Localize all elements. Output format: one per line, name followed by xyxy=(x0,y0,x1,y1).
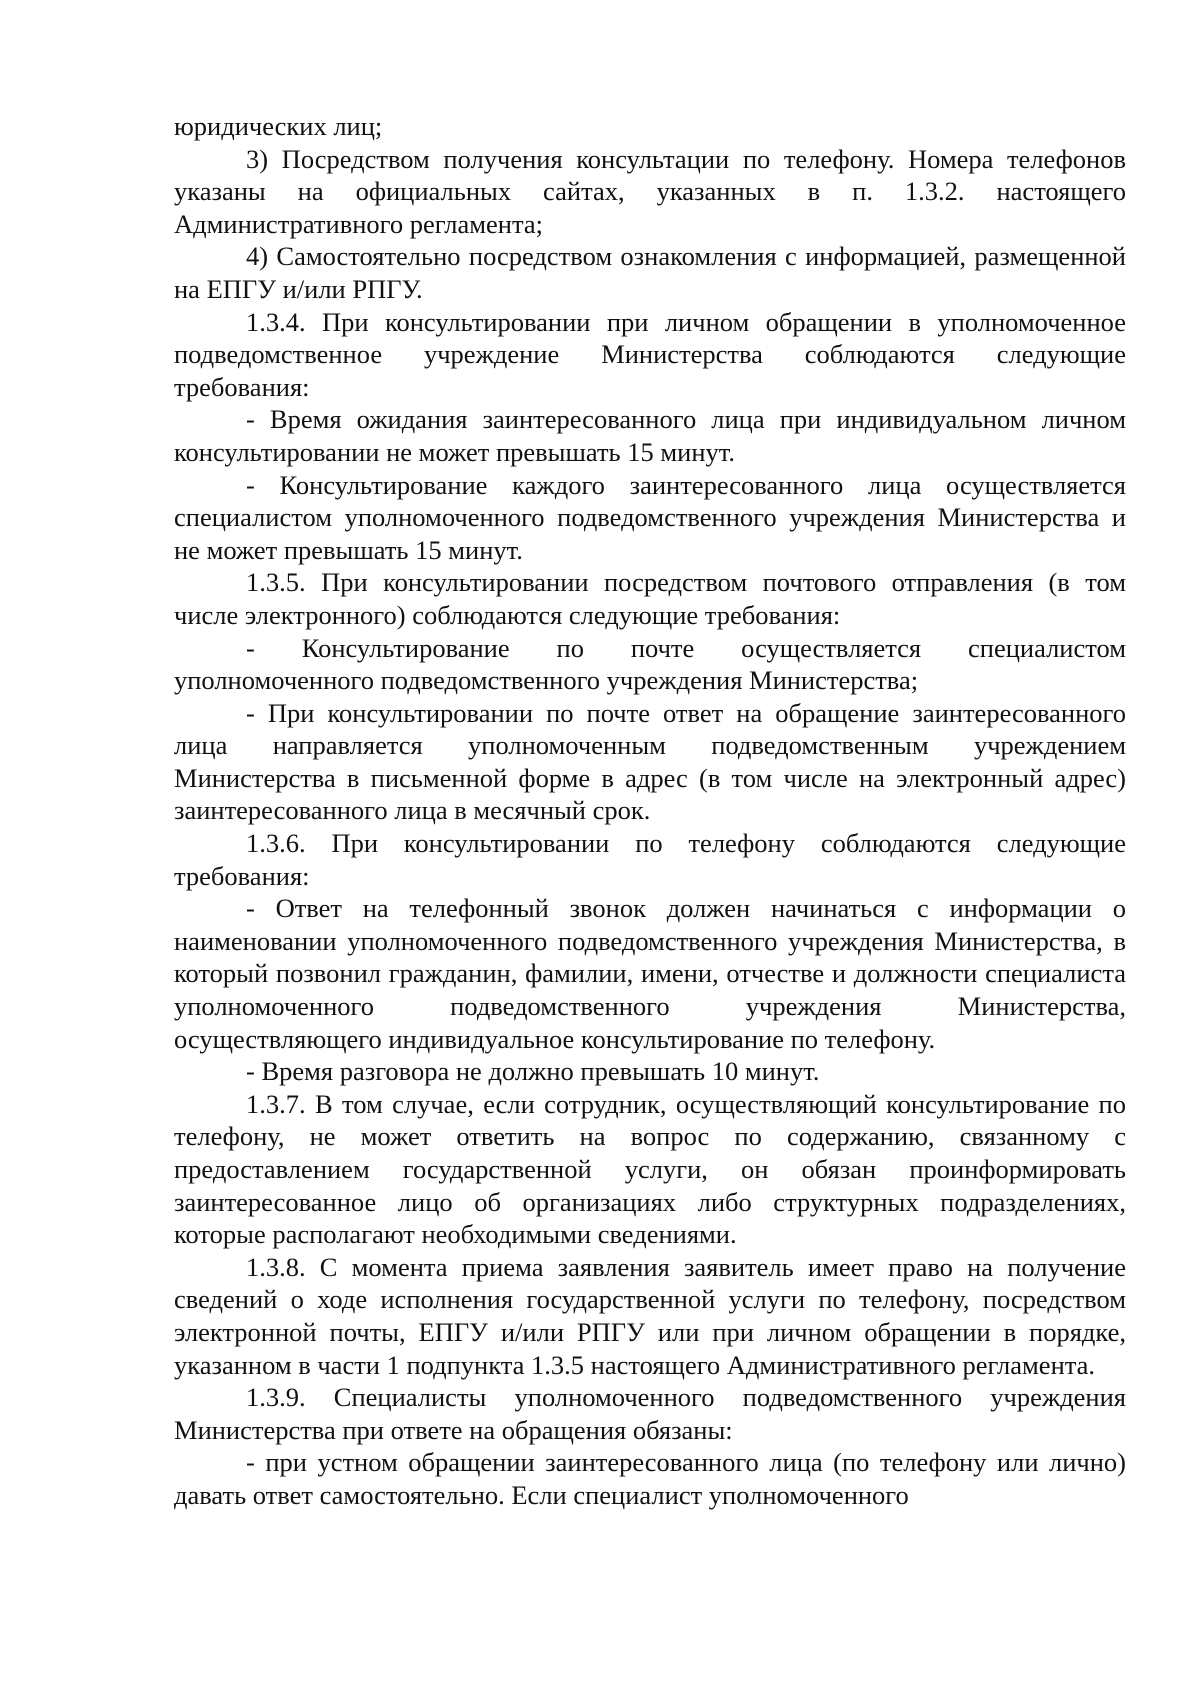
paragraph-1-3-5-req-2: - При консультировании по почте ответ на обращение заинтересованного лица направляется уполномоченным подведомственным учреждением Министерства в письменной форме в адрес (в том числе на электронный адрес) заинтересованного лица в месячный срок. xyxy=(174,697,1126,826)
document-page xyxy=(174,110,1126,1512)
paragraph-1-3-5-req-1: - Консультирование по почте осуществляется специалистом уполномоченного подведомственного учреждения Министерства; xyxy=(174,632,1126,696)
paragraph-1-3-8: 1.3.8. С момента приема заявления заявитель имеет право на получение сведений о ходе исполнения государственной услуги по телефону, посредством электронной почты, ЕПГУ и/или РПГУ или при личном обращении в порядке, указанном в части 1 подпункта 1.3.5 настоящего Административного регламента. xyxy=(174,1251,1126,1380)
paragraph-continuation: юридических лиц; xyxy=(174,111,383,141)
paragraph-1-3-6-req-1: - Ответ на телефонный звонок должен начинаться с информации о наименовании уполномоченного подведомственного учреждения Министерства, в который позвонил гражданин, фамилии, имени, отчестве и должности специалиста уполномоченного подведомственного учреждения Министерства, осуществляющего индивидуальное консультирование по телефону. xyxy=(174,893,1126,1054)
paragraph-1-3-6: 1.3.6. При консультировании по телефону соблюдаются следующие требования: xyxy=(174,828,1126,891)
paragraph-1-3-4: 1.3.4. При консультировании при личном обращении в уполномоченное подведомственное учреждение Министерства соблюдаются следующие требования: xyxy=(174,306,1126,402)
paragraph-item-3: 3) Посредством получения консультации по телефону. Номера телефонов указаны на официальных сайтах, указанных в п. 1.3.2. настоящего Административного регламента; xyxy=(174,143,1126,239)
paragraph-1-3-4-req-1: - Время ожидания заинтересованного лица при индивидуальном личном консультировании не может превышать 15 минут. xyxy=(174,404,1126,467)
paragraph-1-3-7: 1.3.7. В том случае, если сотрудник, осуществляющий консультирование по телефону, не может ответить на вопрос по содержанию, связанному с предоставлением государственной услуги, он обязан проинформировать заинтересованное лицо об организациях либо структурных подразделениях, которые располагают необходимыми сведениями. xyxy=(174,1088,1126,1250)
paragraph-1-3-5: 1.3.5. При консультировании посредством почтового отправления (в том числе электронного) соблюдаются следующие требования: xyxy=(174,567,1126,630)
paragraph-1-3-4-req-2: - Консультирование каждого заинтересованного лица осуществляется специалистом уполномоченного подведомственного учреждения Министерства и не может превышать 15 минут. xyxy=(174,469,1126,565)
paragraph-1-3-9-req-1: - при устном обращении заинтересованного лица (по телефону или лично) давать ответ самостоятельно. Если специалист уполномоченного xyxy=(174,1447,1126,1510)
paragraph-item-4: 4) Самостоятельно посредством ознакомления с информацией, размещенной на ЕПГУ и/или РПГУ. xyxy=(174,241,1126,304)
paragraph-1-3-9: 1.3.9. Специалисты уполномоченного подведомственного учреждения Министерства при ответе на обращения обязаны: xyxy=(174,1382,1126,1445)
paragraph-1-3-6-req-2: - Время разговора не должно превышать 10 минут. xyxy=(246,1056,820,1087)
